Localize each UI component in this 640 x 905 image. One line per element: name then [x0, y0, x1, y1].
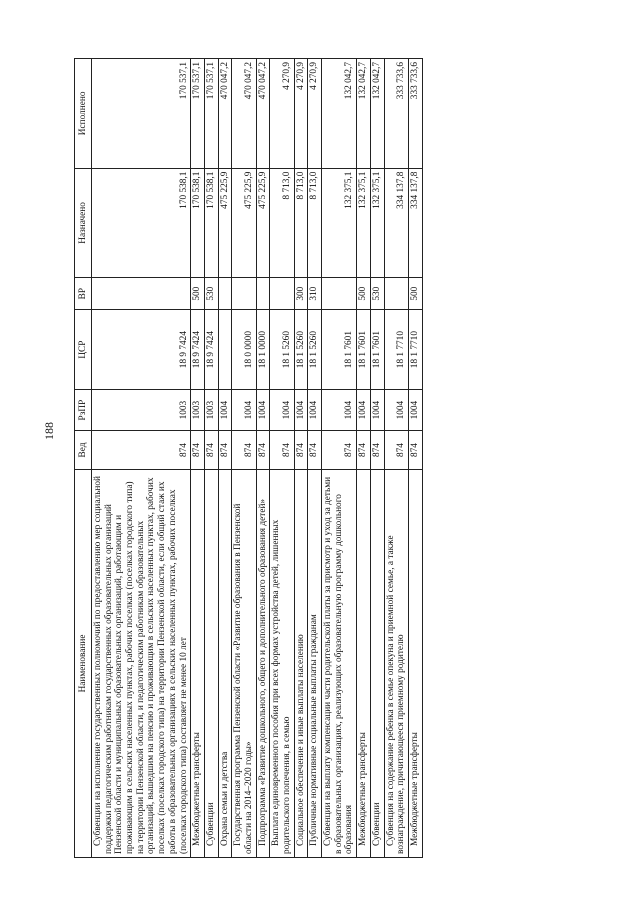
cell-executed: 170 537,1 — [191, 59, 205, 169]
cell-planned: 475 225,9 — [218, 168, 232, 278]
cell-executed: 132 042,7 — [322, 59, 357, 169]
cell-name: Публичные нормативные социальные выплаты гражданам — [308, 469, 322, 857]
cell-vr: 310 — [308, 278, 322, 310]
cell-rzpr: 1004 — [322, 390, 357, 431]
cell-name: Выплата единовременного пособия при всех формах устройства детей, лишенных родительского попечения, в семью — [270, 469, 294, 857]
cell-vr — [92, 278, 191, 310]
rotated-table-container — [74, 58, 569, 858]
header-name: Наименование — [75, 469, 92, 857]
cell-planned: 8 713,0 — [308, 168, 322, 278]
cell-executed: 470 047,2 — [232, 59, 256, 169]
page-number: 188 — [42, 422, 56, 440]
cell-csr: 18 0 0000 — [232, 310, 256, 390]
cell-csr: 18 1 0000 — [256, 310, 270, 390]
cell-csr: 18 1 7710 — [384, 310, 408, 390]
cell-executed: 170 537,1 — [92, 59, 191, 169]
table-row — [232, 59, 256, 858]
header-executed: Исполнено — [75, 59, 92, 169]
cell-ved: 874 — [294, 431, 308, 470]
cell-csr: 18 1 5260 — [270, 310, 294, 390]
cell-name: Субвенции — [370, 469, 384, 857]
cell-csr: 18 1 7710 — [408, 310, 422, 390]
cell-rzpr: 1004 — [232, 390, 256, 431]
cell-executed: 333 733,6 — [408, 59, 422, 169]
cell-name: Социальное обеспечение и иные выплаты населению — [294, 469, 308, 857]
cell-executed: 470 047,2 — [218, 59, 232, 169]
cell-planned: 132 375,1 — [357, 168, 371, 278]
table-header-row — [75, 59, 92, 858]
cell-executed: 4 270,9 — [308, 59, 322, 169]
cell-name: Субвенции на выплату компенсации части родительской платы за присмотр и уход за детьми в образовательных организациях, реализующих образовательную программу дошкольного образования — [322, 469, 357, 857]
cell-ved: 874 — [322, 431, 357, 470]
cell-ved: 874 — [92, 431, 191, 470]
table-row — [322, 59, 357, 858]
cell-rzpr: 1004 — [357, 390, 371, 431]
cell-planned: 334 137,8 — [384, 168, 408, 278]
cell-rzpr: 1003 — [92, 390, 191, 431]
cell-executed: 132 042,7 — [357, 59, 371, 169]
table-row — [256, 59, 270, 858]
cell-planned: 475 225,9 — [256, 168, 270, 278]
cell-vr: 530 — [370, 278, 384, 310]
cell-ved: 874 — [408, 431, 422, 470]
cell-ved: 874 — [232, 431, 256, 470]
cell-csr: 18 9 7424 — [92, 310, 191, 390]
cell-csr: 18 1 5260 — [294, 310, 308, 390]
cell-csr: 18 1 7601 — [370, 310, 384, 390]
table-body — [92, 59, 423, 858]
cell-csr: 18 1 7601 — [357, 310, 371, 390]
cell-planned: 8 713,0 — [294, 168, 308, 278]
cell-rzpr: 1004 — [270, 390, 294, 431]
cell-name: Межбюджетные трансферты — [408, 469, 422, 857]
header-ved: Вед — [75, 431, 92, 470]
cell-vr — [384, 278, 408, 310]
cell-planned: 475 225,9 — [232, 168, 256, 278]
cell-executed: 132 042,7 — [370, 59, 384, 169]
cell-rzpr: 1004 — [370, 390, 384, 431]
cell-rzpr: 1004 — [384, 390, 408, 431]
table-row — [357, 59, 371, 858]
cell-csr: 18 9 7424 — [204, 310, 218, 390]
cell-vr: 300 — [294, 278, 308, 310]
cell-vr: 500 — [357, 278, 371, 310]
cell-planned: 132 375,1 — [322, 168, 357, 278]
cell-executed: 333 733,6 — [384, 59, 408, 169]
table-row — [408, 59, 422, 858]
cell-vr: 500 — [191, 278, 205, 310]
header-rzpr: РзПР — [75, 390, 92, 431]
cell-name: Субвенция на содержание ребенка в семье опекуна и приемной семье, а также вознаграждение, причитающееся приемному родителю — [384, 469, 408, 857]
cell-vr: 530 — [204, 278, 218, 310]
cell-ved: 874 — [384, 431, 408, 470]
table-row — [370, 59, 384, 858]
cell-vr — [322, 278, 357, 310]
cell-executed: 470 047,2 — [256, 59, 270, 169]
cell-planned: 170 538,1 — [191, 168, 205, 278]
table-row — [294, 59, 308, 858]
cell-name: Государственная программа Пензенской области «Развитие образования в Пензенской области на 2014–2020 годы» — [232, 469, 256, 857]
table-row — [270, 59, 294, 858]
cell-planned: 132 375,1 — [370, 168, 384, 278]
cell-ved: 874 — [191, 431, 205, 470]
table-row — [191, 59, 205, 858]
table-row — [384, 59, 408, 858]
cell-csr — [218, 310, 232, 390]
cell-csr: 18 9 7424 — [191, 310, 205, 390]
header-vr: ВР — [75, 278, 92, 310]
cell-csr: 18 1 7601 — [322, 310, 357, 390]
cell-rzpr: 1004 — [218, 390, 232, 431]
cell-ved: 874 — [204, 431, 218, 470]
cell-vr — [232, 278, 256, 310]
cell-planned: 170 538,1 — [204, 168, 218, 278]
cell-name: Подпрограмма «Развитие дошкольного, общего и дополнительного образования детей» — [256, 469, 270, 857]
cell-ved: 874 — [370, 431, 384, 470]
cell-rzpr: 1004 — [294, 390, 308, 431]
cell-name: Субвенции на исполнение государственных полномочий по предоставлению мер социальной поддержки педагогическим работникам государственных образовательных организаций Пензенской области и муниципальных образовательных организаций, работающим и проживающим в сельских населенных пунктах, рабочих поселках (поселках городского типа) на территории Пензенской области, и педагогическим работникам образовательных организаций, вышедшим на пенсию и проживающим в сельских населенных пунктах, рабочих поселках (поселках городского типа) на территории Пензенской области, если общий стаж их работы в образовательных организациях в сельских населенных пунктах, рабочих поселках (поселках городского типа) составляет не менее 10 лет — [92, 469, 191, 857]
cell-ved: 874 — [256, 431, 270, 470]
cell-executed: 4 270,9 — [270, 59, 294, 169]
cell-executed: 4 270,9 — [294, 59, 308, 169]
cell-vr — [256, 278, 270, 310]
table-row — [204, 59, 218, 858]
cell-rzpr: 1004 — [408, 390, 422, 431]
cell-rzpr: 1003 — [191, 390, 205, 431]
cell-csr: 18 1 5260 — [308, 310, 322, 390]
cell-rzpr: 1003 — [204, 390, 218, 431]
cell-name: Охрана семьи и детства — [218, 469, 232, 857]
cell-vr — [218, 278, 232, 310]
cell-name: Межбюджетные трансферты — [357, 469, 371, 857]
table-row — [92, 59, 191, 858]
cell-ved: 874 — [218, 431, 232, 470]
cell-name: Субвенции — [204, 469, 218, 857]
cell-planned: 170 538,1 — [92, 168, 191, 278]
cell-rzpr: 1004 — [256, 390, 270, 431]
header-csr: ЦСР — [75, 310, 92, 390]
cell-ved: 874 — [308, 431, 322, 470]
header-planned: Назначено — [75, 168, 92, 278]
cell-planned: 8 713,0 — [270, 168, 294, 278]
cell-vr: 500 — [408, 278, 422, 310]
budget-table — [74, 58, 423, 858]
table-row — [308, 59, 322, 858]
cell-ved: 874 — [357, 431, 371, 470]
cell-rzpr: 1004 — [308, 390, 322, 431]
cell-ved: 874 — [270, 431, 294, 470]
table-row — [218, 59, 232, 858]
cell-name: Межбюджетные трансферты — [191, 469, 205, 857]
cell-vr — [270, 278, 294, 310]
cell-planned: 334 137,8 — [408, 168, 422, 278]
cell-executed: 170 537,1 — [204, 59, 218, 169]
